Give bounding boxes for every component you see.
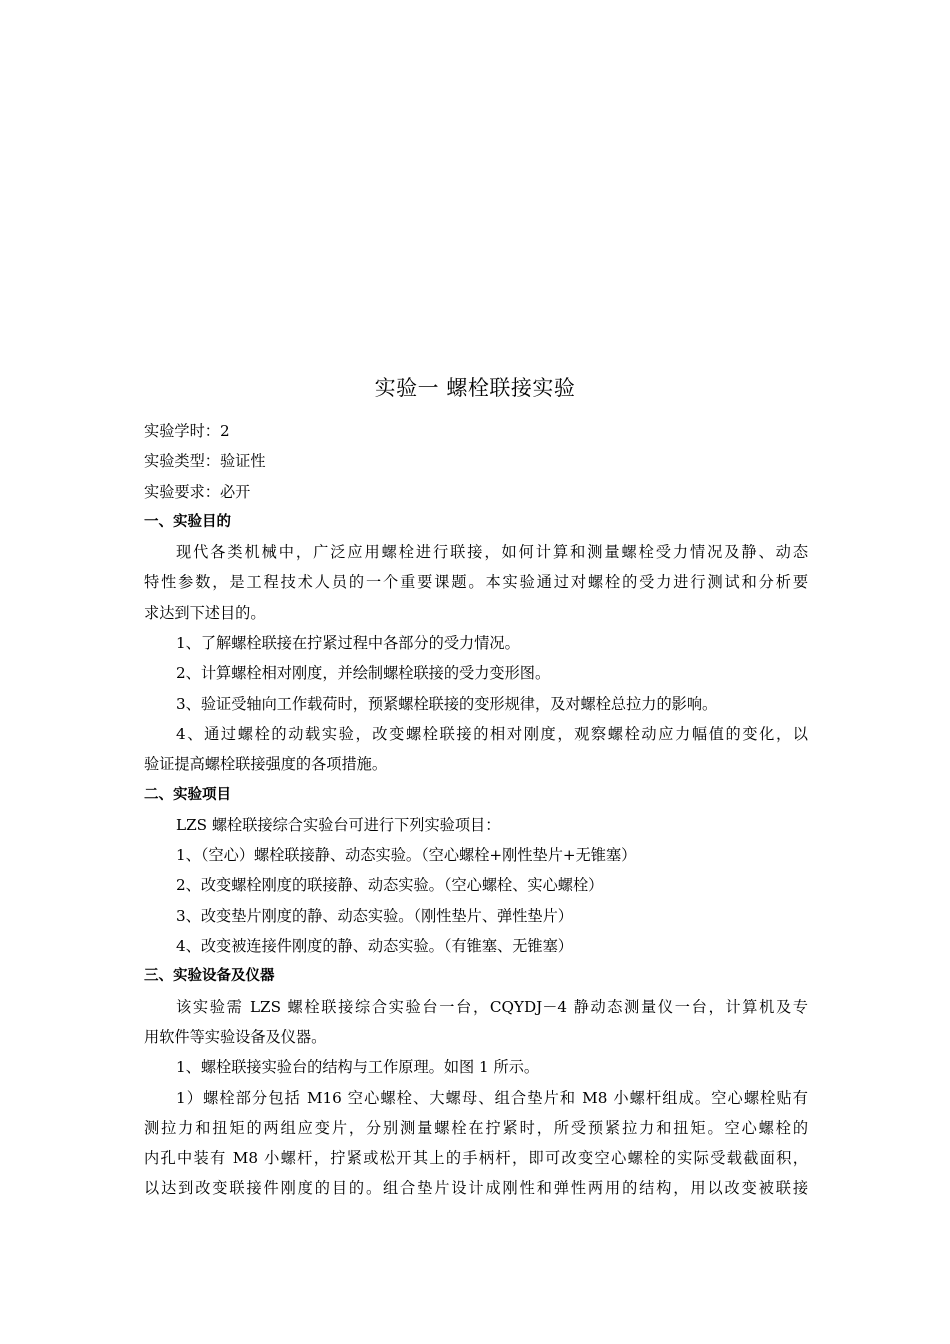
paragraph-line: 求达到下述目的。 bbox=[144, 603, 266, 622]
list-item: 2、计算螺栓相对刚度，并绘制螺栓联接的受力变形图。 bbox=[176, 664, 551, 683]
section-heading-equipment: 三、实验设备及仪器 bbox=[144, 968, 275, 985]
paragraph-line: 特性参数，是工程技术人员的一个重要课题。本实验通过对螺栓的受力进行测试和分析要 bbox=[144, 573, 808, 592]
paragraph-line: 该实验需 LZS 螺栓联接综合实验台一台，CQYDJ－4 静动态测量仪一台，计算机及专 bbox=[176, 997, 808, 1016]
list-item: 1、螺栓联接实验台的结构与工作原理。如图 1 所示。 bbox=[176, 1058, 540, 1077]
list-item: 1、了解螺栓联接在拧紧过程中各部分的受力情况。 bbox=[176, 634, 520, 653]
document-body bbox=[144, 416, 808, 1204]
list-item: 1、（空心）螺栓联接静、动态实验。（空心螺栓+刚性垫片+无锥塞） bbox=[176, 846, 637, 865]
list-item-continuation: 验证提高螺栓联接强度的各项措施。 bbox=[144, 755, 387, 774]
info-type: 实验类型：验证性 bbox=[144, 452, 266, 471]
section-heading-purpose: 一、实验目的 bbox=[144, 513, 231, 530]
paragraph-line: 现代各类机械中，广泛应用螺栓进行联接，如何计算和测量螺栓受力情况及静、动态 bbox=[176, 543, 808, 562]
info-hours: 实验学时：2 bbox=[144, 422, 230, 440]
list-item: 3、改变垫片刚度的静、动态实验。（刚性垫片、弹性垫片） bbox=[176, 906, 573, 925]
paragraph-line: 以达到改变联接件刚度的目的。组合垫片设计成刚性和弹性两用的结构，用以改变被联接 bbox=[144, 1179, 808, 1198]
section-heading-items: 二、实验项目 bbox=[144, 786, 231, 803]
info-requirement: 实验要求：必开 bbox=[144, 482, 251, 501]
paragraph-line: 1）螺栓部分包括 M16 空心螺栓、大螺母、组合垫片和 M8 小螺杆组成。空心螺栓贴有 bbox=[176, 1088, 808, 1107]
list-item: 2、改变螺栓刚度的联接静、动态实验。（空心螺栓、实心螺栓） bbox=[176, 876, 604, 895]
paragraph-line: 测拉力和扭矩的两组应变片，分别测量螺栓在拧紧时，所受预紧拉力和扭矩。空心螺栓的 bbox=[144, 1118, 808, 1137]
page-title: 实验一 螺栓联接实验 bbox=[374, 376, 576, 400]
list-item: 4、通过螺栓的动载实验，改变螺栓联接的相对刚度，观察螺栓动应力幅值的变化，以 bbox=[176, 724, 808, 743]
paragraph-line: LZS 螺栓联接综合实验台可进行下列实验项目： bbox=[176, 815, 501, 834]
list-item: 3、验证受轴向工作载荷时，预紧螺栓联接的变形规律，及对螺栓总拉力的影响。 bbox=[176, 694, 718, 713]
list-item: 4、改变被连接件刚度的静、动态实验。（有锥塞、无锥塞） bbox=[176, 937, 573, 956]
paragraph-line: 用软件等实验设备及仪器。 bbox=[144, 1027, 327, 1046]
paragraph-line: 内孔中装有 M8 小螺杆，拧紧或松开其上的手柄杆，即可改变空心螺栓的实际受载截面积， bbox=[144, 1149, 808, 1168]
